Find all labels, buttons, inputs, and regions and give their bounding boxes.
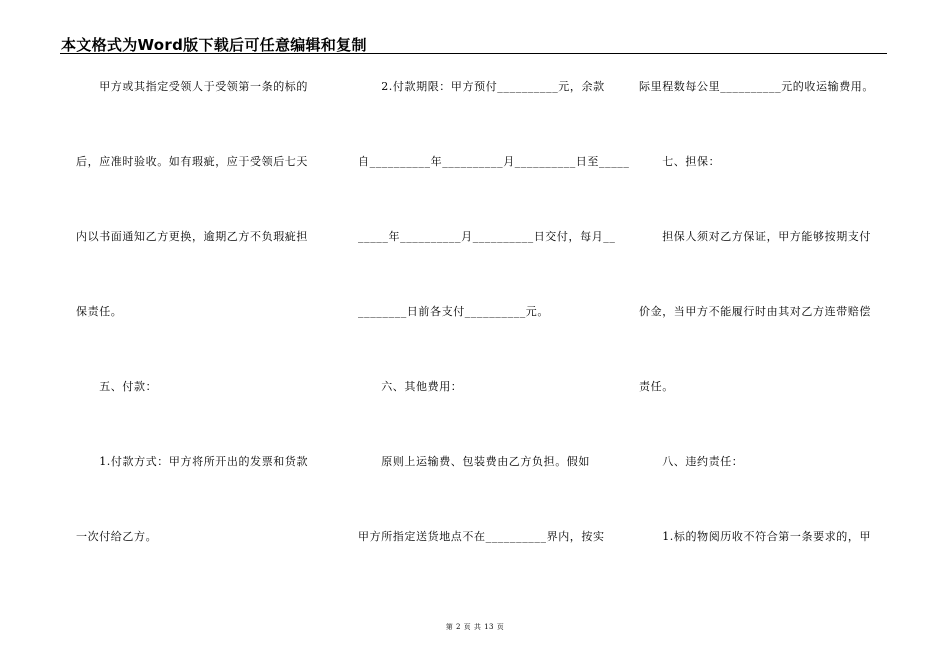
text-line: 2.付款期限：甲方预付__________元，余款 [358, 80, 605, 93]
text-line: 甲方所指定送货地点不在__________界内，按实 [358, 530, 605, 543]
section-heading: 六、其他费用： [358, 380, 463, 393]
page-number: 第 2 页 共 13 页 [445, 623, 505, 631]
document-header-title: 本文格式为Word版下载后可任意编辑和复制 [61, 36, 367, 54]
text-line: 1.标的物阅历收不符合第一条要求的，甲 [639, 530, 872, 543]
text-line: 保责任。 [76, 305, 123, 318]
text-line: 1.付款方式：甲方将所开出的发票和货款 [76, 455, 309, 468]
text-line: 一次付给乙方。 [76, 530, 158, 543]
text-line: _____年__________月__________日交付，每月__ [358, 230, 616, 243]
section-heading: 八、违约责任： [639, 455, 744, 468]
text-line: ________日前各支付__________元。 [358, 305, 549, 318]
text-line: 际里程数每公里__________元的收运输费用。 [639, 80, 874, 93]
text-line: 价金，当甲方不能履行时由其对乙方连带赔偿 [639, 305, 871, 318]
text-line: 责任。 [639, 380, 674, 393]
text-line: 后，应准时验收。如有瑕疵，应于受领后七天 [76, 155, 308, 168]
text-line: 担保人须对乙方保证，甲方能够按期支付 [639, 230, 871, 243]
section-heading: 五、付款： [76, 380, 158, 393]
text-line: 原则上运输费、包装费由乙方负担。假如 [358, 455, 590, 468]
text-line: 自__________年__________月__________日至_____ [358, 155, 630, 168]
text-line: 内以书面通知乙方更换，逾期乙方不负瑕疵担 [76, 230, 308, 243]
text-line: 甲方或其指定受领人于受领第一条的标的 [76, 80, 308, 93]
section-heading: 七、担保： [639, 155, 721, 168]
header-divider [60, 53, 887, 54]
